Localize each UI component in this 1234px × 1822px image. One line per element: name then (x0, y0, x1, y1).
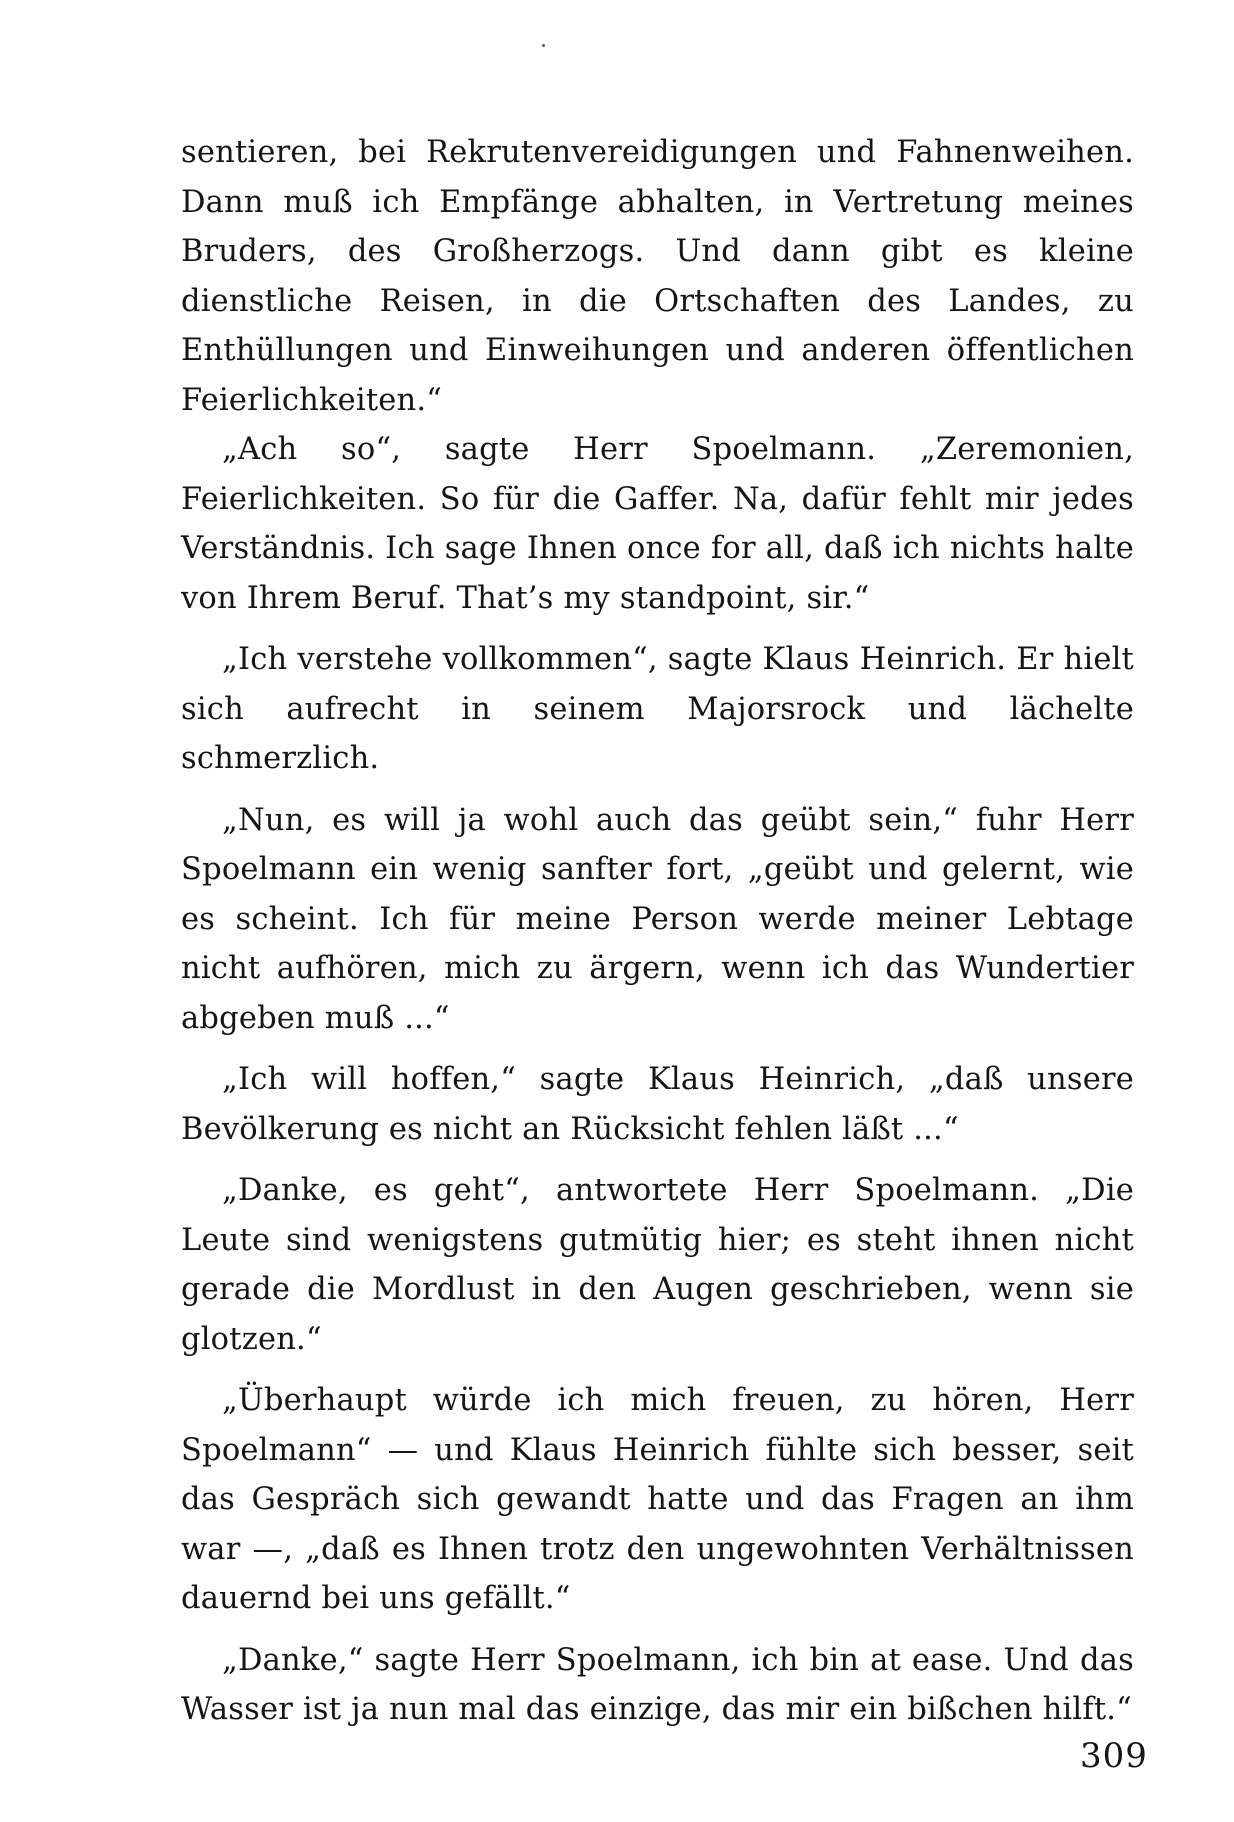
book-page-text (181, 128, 1134, 1735)
paragraph: „Ach so“, sagte Herr Spoelmann. „Zeremonien, Feierlichkeiten. So für die Gaffer. Na, dafür fehlt mir jedes Verständnis. Ich sage Ihnen once for all, daß ich nichts halte von Ihrem Beruf. That’s my standpoint, sir.“ (181, 432, 1134, 616)
paragraph: „Danke,“ sagte Herr Spoelmann, ich bin at ease. Und das Wasser ist ja nun mal das einzige, das mir ein bißchen hilft.“ (181, 1642, 1134, 1727)
paragraph: „Danke, es geht“, antwortete Herr Spoelmann. „Die Leute sind wenigstens gutmütig hier; es steht ihnen nicht gerade die Mordlust in den Augen geschrieben, wenn sie glotzen.“ (181, 1173, 1134, 1357)
paragraph: „Überhaupt würde ich mich freuen, zu hören, Herr Spoelmann“ — und Klaus Heinrich fühlte sich besser, seit das Gespräch sich gewandt hatte und das Fragen an ihm war —, „daß es Ihnen trotz den ungewohnten Verhältnissen dauernd bei uns gefällt.“ (181, 1383, 1134, 1616)
scan-speck (542, 44, 545, 47)
page-number: 309 (1080, 1736, 1148, 1776)
paragraph: „Ich will hoffen,“ sagte Klaus Heinrich, „daß unsere Bevölkerung es nicht an Rücksicht fehlen läßt ...“ (181, 1062, 1134, 1147)
paragraph-continuation: sentieren, bei Rekrutenvereidigungen und Fahnenweihen. Dann muß ich Empfänge abhalten, in Vertretung meines Bruders, des Großherzogs. Und dann gibt es kleine dienstliche Reisen, in die Ortschaften des Landes, zu Enthüllungen und Einweihungen und anderen öffentlichen Feierlichkeiten.“ (181, 135, 1134, 418)
paragraph: „Nun, es will ja wohl auch das geübt sein,“ fuhr Herr Spoelmann ein wenig sanfter fort, „geübt und gelernt, wie es scheint. Ich für meine Person werde meiner Lebtage nicht aufhören, mich zu ärgern, wenn ich das Wundertier abgeben muß ...“ (181, 802, 1134, 1036)
paragraph: „Ich verstehe vollkommen“, sagte Klaus Heinrich. Er hielt sich aufrecht in seinem Majorsrock und lächelte schmerzlich. (181, 642, 1134, 776)
